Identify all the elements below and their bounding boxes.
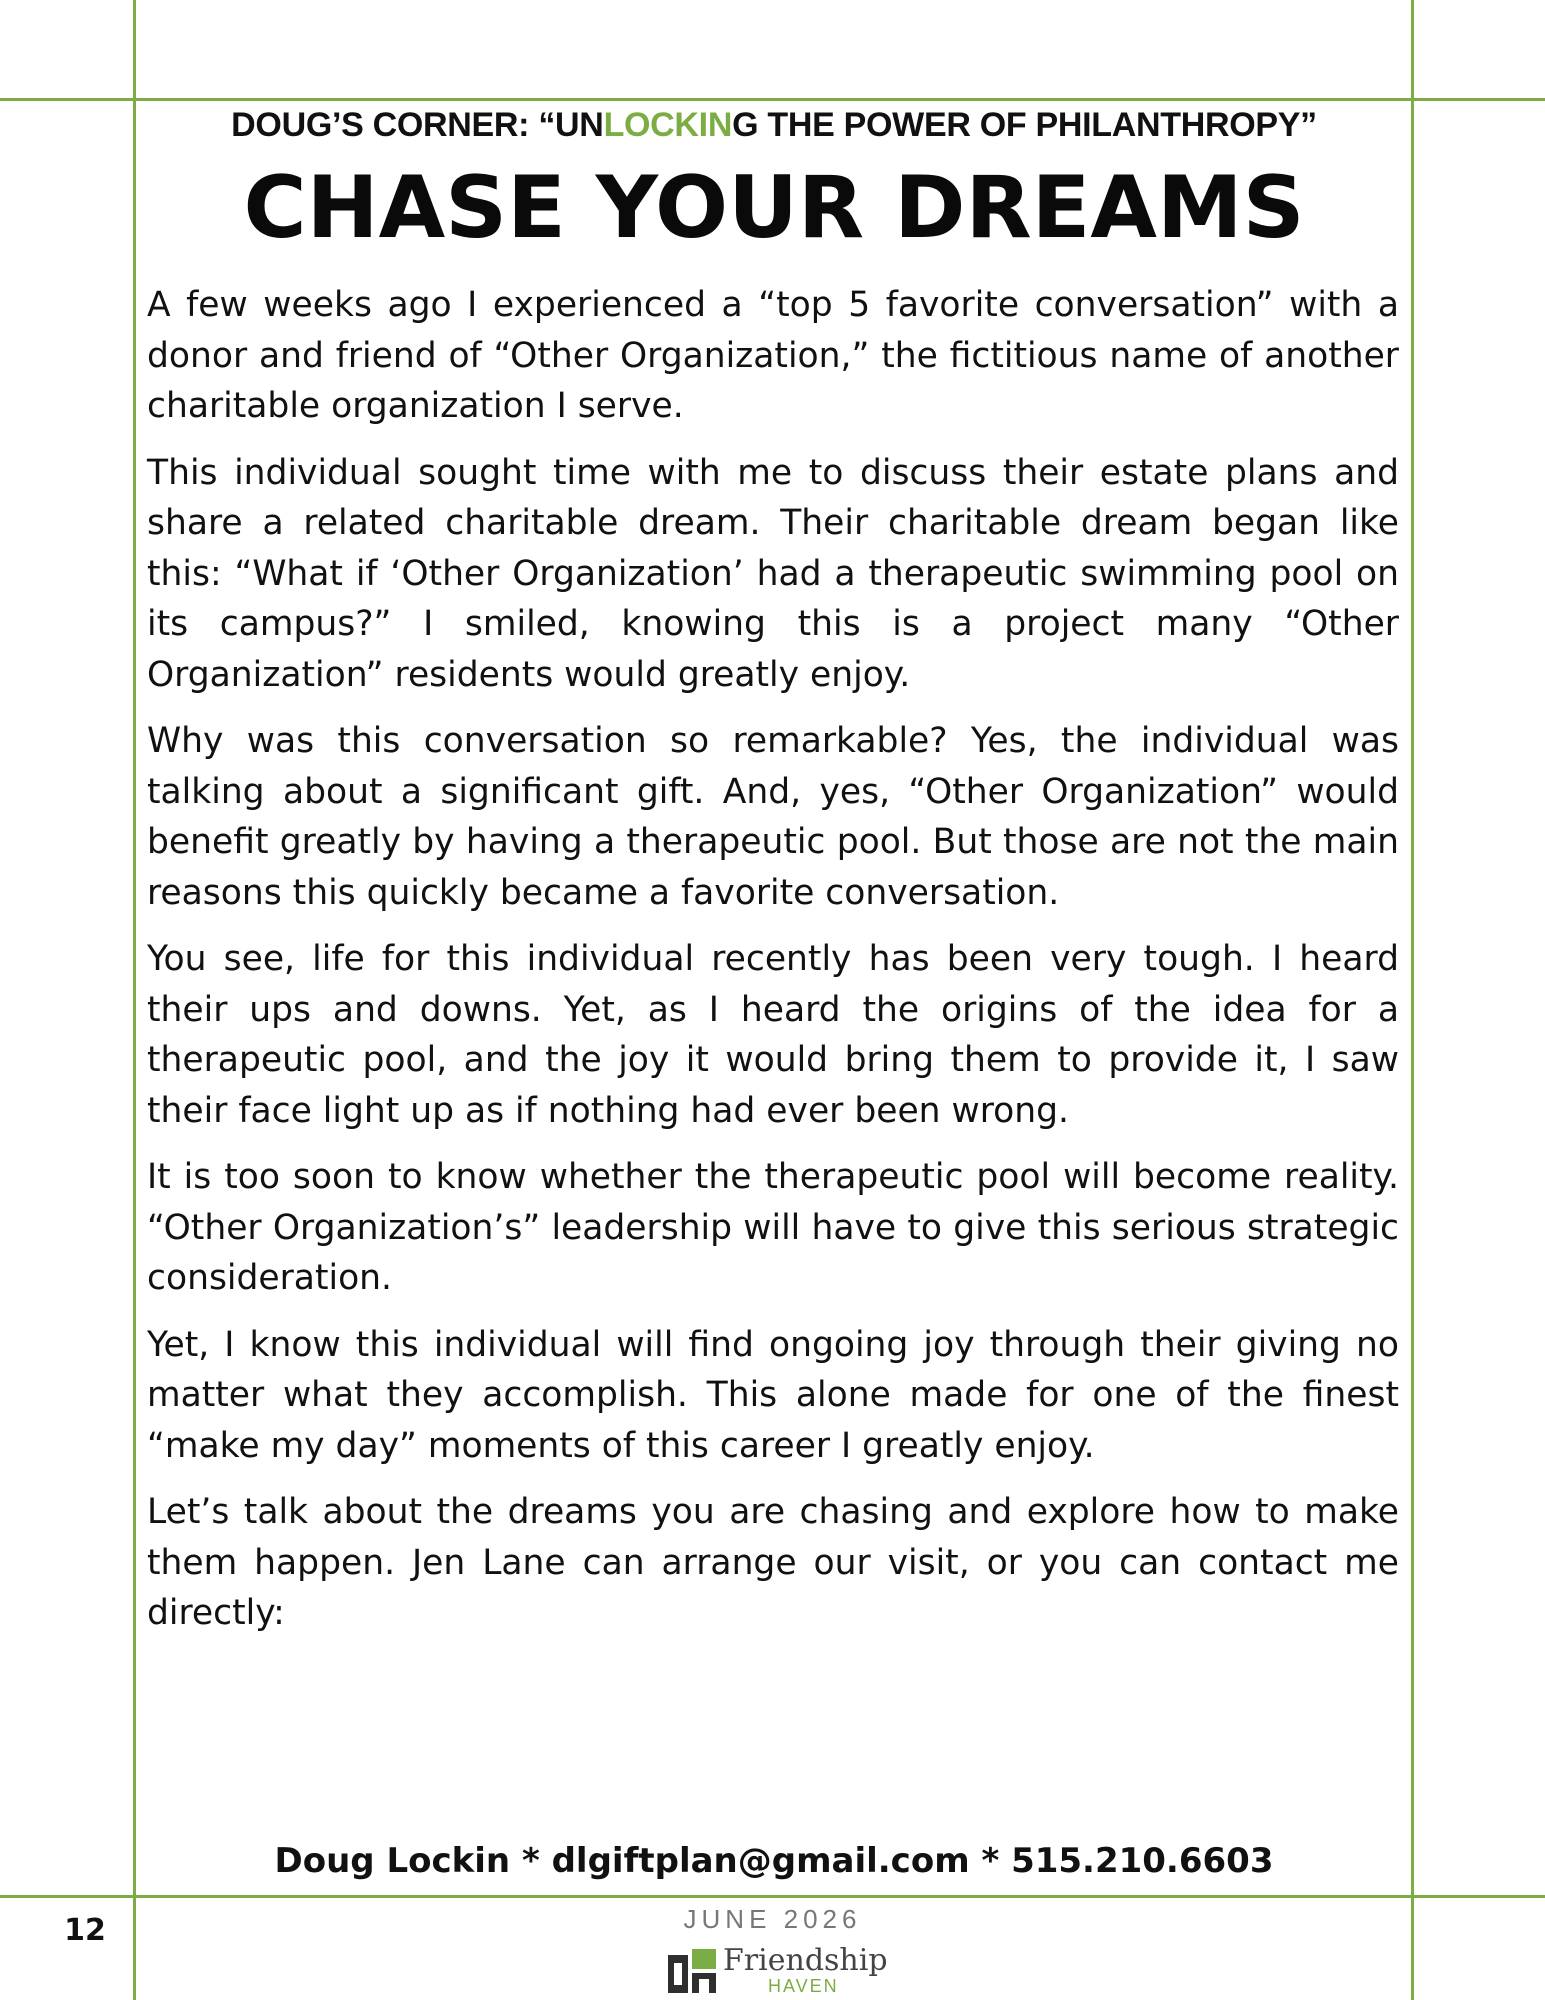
left-frame-line <box>133 0 136 2000</box>
contact-line: Doug Lockin * dlgiftplan@gmail.com * 515.210.6603 <box>274 1841 1274 1881</box>
paragraph: Yet, I know this individual will find ongoing joy through their giving no matter what they accomplish. This alone made for one of the finest “make my day” moments of this career I greatly enjoy. <box>147 1324 1399 1466</box>
right-frame-line <box>1411 0 1414 2000</box>
kicker-text-start: DOUG’S CORNER: “UN <box>231 106 604 144</box>
paragraph: You see, life for this individual recently has been very tough. I heard their ups and downs. Yet, as I heard the origins of the idea for a therapeutic pool, and the joy it would bring them to provide it, I saw their face light up as if nothing had ever been wrong. <box>147 939 1399 1131</box>
kicker-highlight: LOCKIN <box>603 106 733 144</box>
article-title: CHASE YOUR DREAMS <box>243 158 1305 258</box>
logo-wordmark: Friendship <box>723 1943 888 1978</box>
kicker-text-end: G THE POWER OF PHILANTHROPY” <box>732 106 1317 144</box>
bottom-frame-line <box>0 1895 1545 1898</box>
issue-date: JUNE 2026 <box>683 1904 862 1934</box>
friendship-haven-logo <box>668 1943 898 1997</box>
top-frame-line <box>0 98 1545 101</box>
paragraph: Let’s talk about the dreams you are chasing and explore how to make them happen. Jen Lane can arrange our visit, or you can contact me directly: <box>147 1492 1399 1633</box>
logo-subtitle: HAVEN <box>768 1976 839 1996</box>
column-kicker <box>136 106 1412 145</box>
article-body <box>147 280 1399 1655</box>
page-number: 12 <box>64 1913 106 1948</box>
paragraph: A few weeks ago I experienced a “top 5 favorite conversation” with a donor and friend of “Other Organization,” the fictitious name of another charitable organization I serve. <box>147 285 1399 426</box>
paragraph: Why was this conversation so remarkable? Yes, the individual was talking about a significant gift. And, yes, “Other Organization” would benefit greatly by having a therapeutic pool. But those are not the main reasons this quickly became a favorite conversation. <box>147 721 1399 913</box>
friendship-haven-building-icon <box>668 1945 718 1995</box>
paragraph: This individual sought time with me to discuss their estate plans and share a related charitable dream. Their charitable dream began like this: “What if ‘Other Organization’ had a therapeutic swimming pool on its campus?” I smiled, knowing this is a project many “Other Organization” residents would greatly enjoy. <box>147 452 1399 695</box>
paragraph: It is too soon to know whether the therapeutic pool will become reality. “Other Organization’s” leadership will have to give this serious strategic consideration. <box>147 1157 1399 1298</box>
